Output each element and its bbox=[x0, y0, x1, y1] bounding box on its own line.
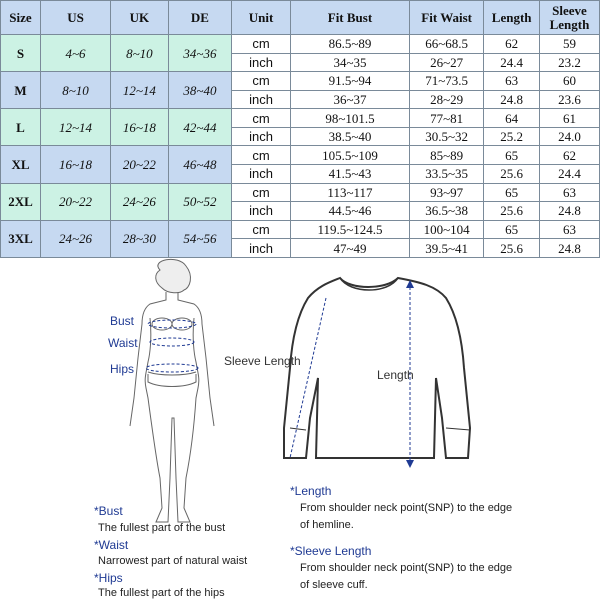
cell-de: 34~36 bbox=[168, 35, 231, 72]
cell-length: 62 bbox=[484, 35, 540, 54]
cell-sleeve-length: 61 bbox=[539, 109, 599, 128]
cell-size: L bbox=[1, 109, 41, 146]
cell-size: S bbox=[1, 35, 41, 72]
definition-bust-text: The fullest part of the bust bbox=[98, 522, 226, 534]
header-us: US bbox=[41, 1, 111, 35]
cell-de: 46~48 bbox=[168, 146, 231, 183]
header-sleeve-length: Sleeve Length bbox=[539, 1, 599, 35]
cell-us: 4~6 bbox=[41, 35, 111, 72]
definition-length-text-1: From shoulder neck point(SNP) to the edge bbox=[300, 502, 513, 514]
header-length: Length bbox=[484, 1, 540, 35]
body-label-bust: Bust bbox=[110, 314, 135, 328]
cell-length: 24.8 bbox=[484, 90, 540, 109]
cell-length: 25.6 bbox=[484, 165, 540, 184]
table-row bbox=[1, 146, 600, 165]
cell-sleeve-length: 59 bbox=[539, 35, 599, 54]
cell-fit-bust: 113~117 bbox=[291, 183, 410, 202]
definition-waist-text: Narrowest part of natural waist bbox=[98, 555, 248, 567]
cell-de: 38~40 bbox=[168, 72, 231, 109]
cell-fit-waist: 30.5~32 bbox=[409, 127, 483, 146]
cell-fit-bust: 47~49 bbox=[291, 239, 410, 258]
cell-fit-waist: 100~104 bbox=[409, 220, 483, 239]
cell-uk: 16~18 bbox=[111, 109, 169, 146]
header-unit: Unit bbox=[232, 1, 291, 35]
cell-unit: cm bbox=[232, 146, 291, 165]
header-fit-waist: Fit Waist bbox=[409, 1, 483, 35]
cell-fit-bust: 34~35 bbox=[291, 53, 410, 72]
cell-fit-bust: 98~101.5 bbox=[291, 109, 410, 128]
cell-size: XL bbox=[1, 146, 41, 183]
header-de: DE bbox=[168, 1, 231, 35]
cell-sleeve-length: 24.0 bbox=[539, 127, 599, 146]
cell-unit: inch bbox=[232, 239, 291, 258]
definition-waist-term: *Waist bbox=[94, 538, 129, 552]
cell-us: 16~18 bbox=[41, 146, 111, 183]
cell-sleeve-length: 63 bbox=[539, 220, 599, 239]
cell-uk: 24~26 bbox=[111, 183, 169, 220]
cell-fit-waist: 77~81 bbox=[409, 109, 483, 128]
table-row bbox=[1, 35, 600, 54]
cell-fit-bust: 91.5~94 bbox=[291, 72, 410, 91]
definition-sleeve-text-1: From shoulder neck point(SNP) to the edge bbox=[300, 562, 513, 574]
cell-fit-waist: 28~29 bbox=[409, 90, 483, 109]
cell-length: 24.4 bbox=[484, 53, 540, 72]
shirt-label-sleeve-length: Sleeve Length bbox=[224, 354, 301, 368]
measurement-guide bbox=[0, 258, 600, 600]
header-uk: UK bbox=[111, 1, 169, 35]
header-size: Size bbox=[1, 1, 41, 35]
cell-fit-waist: 71~73.5 bbox=[409, 72, 483, 91]
table-header-row bbox=[1, 1, 600, 35]
cell-size: 3XL bbox=[1, 220, 41, 257]
cell-length: 65 bbox=[484, 183, 540, 202]
cell-unit: inch bbox=[232, 202, 291, 221]
cell-sleeve-length: 23.6 bbox=[539, 90, 599, 109]
cell-fit-waist: 66~68.5 bbox=[409, 35, 483, 54]
cell-unit: cm bbox=[232, 109, 291, 128]
cell-sleeve-length: 63 bbox=[539, 183, 599, 202]
cell-uk: 20~22 bbox=[111, 146, 169, 183]
cell-unit: inch bbox=[232, 165, 291, 184]
cell-fit-bust: 119.5~124.5 bbox=[291, 220, 410, 239]
header-fit-bust: Fit Bust bbox=[291, 1, 410, 35]
table-row bbox=[1, 220, 600, 239]
cell-us: 24~26 bbox=[41, 220, 111, 257]
cell-fit-bust: 36~37 bbox=[291, 90, 410, 109]
body-label-waist: Waist bbox=[108, 336, 138, 350]
cell-length: 65 bbox=[484, 220, 540, 239]
cell-size: M bbox=[1, 72, 41, 109]
cell-length: 63 bbox=[484, 72, 540, 91]
cell-de: 42~44 bbox=[168, 109, 231, 146]
cell-unit: inch bbox=[232, 90, 291, 109]
cell-length: 65 bbox=[484, 146, 540, 165]
body-figure-icon bbox=[130, 259, 214, 522]
cell-sleeve-length: 62 bbox=[539, 146, 599, 165]
cell-fit-bust: 105.5~109 bbox=[291, 146, 410, 165]
cell-us: 12~14 bbox=[41, 109, 111, 146]
cell-length: 64 bbox=[484, 109, 540, 128]
cell-de: 50~52 bbox=[168, 183, 231, 220]
cell-unit: inch bbox=[232, 127, 291, 146]
cell-unit: cm bbox=[232, 220, 291, 239]
cell-fit-waist: 93~97 bbox=[409, 183, 483, 202]
cell-us: 8~10 bbox=[41, 72, 111, 109]
cell-fit-waist: 85~89 bbox=[409, 146, 483, 165]
cell-fit-waist: 26~27 bbox=[409, 53, 483, 72]
cell-uk: 12~14 bbox=[111, 72, 169, 109]
definition-length-term: *Length bbox=[290, 484, 332, 498]
cell-fit-bust: 86.5~89 bbox=[291, 35, 410, 54]
definition-sleeve-term: *Sleeve Length bbox=[290, 544, 372, 558]
cell-uk: 28~30 bbox=[111, 220, 169, 257]
table-row bbox=[1, 109, 600, 128]
cell-sleeve-length: 24.8 bbox=[539, 239, 599, 258]
cell-sleeve-length: 60 bbox=[539, 72, 599, 91]
cell-fit-waist: 33.5~35 bbox=[409, 165, 483, 184]
cell-sleeve-length: 23.2 bbox=[539, 53, 599, 72]
definition-bust-term: *Bust bbox=[94, 504, 123, 518]
definition-length-text-2: of hemline. bbox=[300, 519, 354, 531]
cell-sleeve-length: 24.4 bbox=[539, 165, 599, 184]
definition-sleeve-text-2: of sleeve cuff. bbox=[300, 579, 368, 591]
cell-unit: cm bbox=[232, 183, 291, 202]
cell-fit-bust: 44.5~46 bbox=[291, 202, 410, 221]
cell-uk: 8~10 bbox=[111, 35, 169, 72]
cell-sleeve-length: 24.8 bbox=[539, 202, 599, 221]
table-row bbox=[1, 72, 600, 91]
cell-de: 54~56 bbox=[168, 220, 231, 257]
cell-length: 25.6 bbox=[484, 239, 540, 258]
cell-length: 25.2 bbox=[484, 127, 540, 146]
cell-fit-waist: 36.5~38 bbox=[409, 202, 483, 221]
definition-hips-term: *Hips bbox=[94, 571, 123, 585]
cell-fit-waist: 39.5~41 bbox=[409, 239, 483, 258]
shirt-label-length: Length bbox=[377, 368, 414, 382]
cell-length: 25.6 bbox=[484, 202, 540, 221]
table-row bbox=[1, 183, 600, 202]
cell-fit-bust: 38.5~40 bbox=[291, 127, 410, 146]
size-chart-table bbox=[0, 0, 600, 258]
definition-hips-text: The fullest part of the hips bbox=[98, 587, 225, 599]
cell-size: 2XL bbox=[1, 183, 41, 220]
body-label-hips: Hips bbox=[110, 362, 135, 376]
cell-fit-bust: 41.5~43 bbox=[291, 165, 410, 184]
cell-unit: inch bbox=[232, 53, 291, 72]
cell-unit: cm bbox=[232, 35, 291, 54]
cell-unit: cm bbox=[232, 72, 291, 91]
cell-us: 20~22 bbox=[41, 183, 111, 220]
